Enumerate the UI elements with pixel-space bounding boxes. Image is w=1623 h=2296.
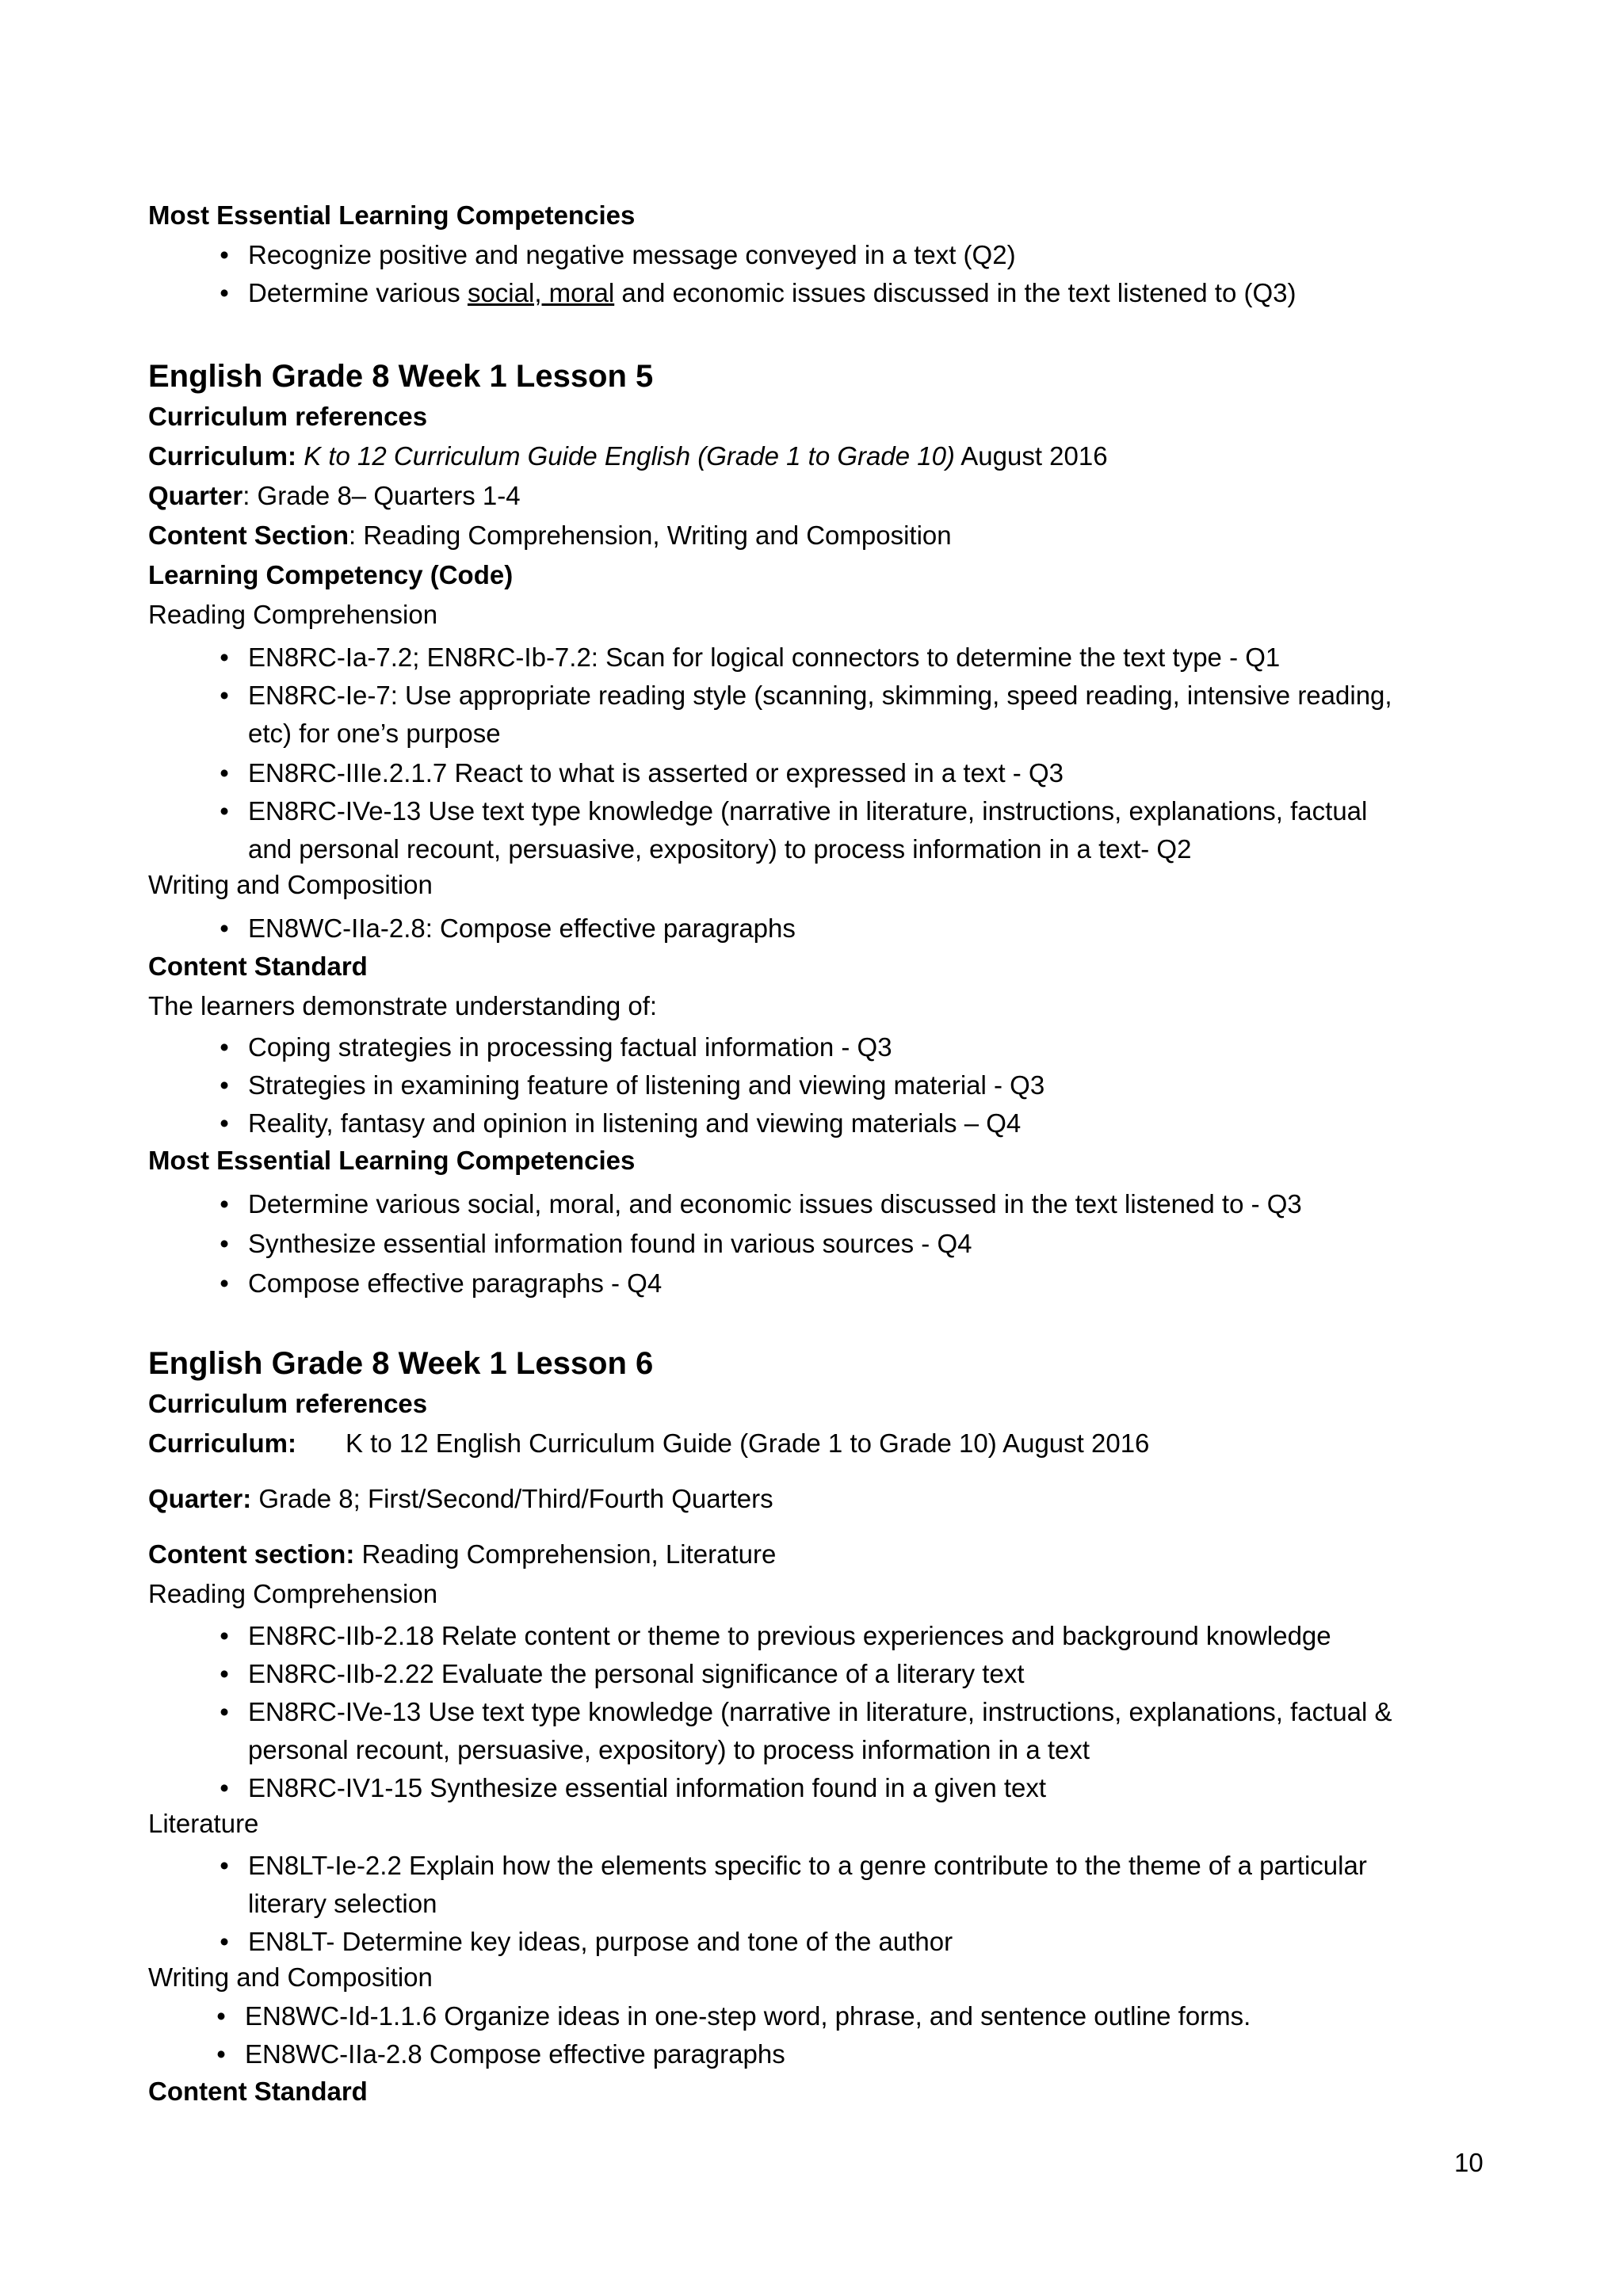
reading-comprehension-title: Reading Comprehension [148,1579,438,1608]
bullet-icon: • [220,681,229,710]
literature-title: Literature [148,1809,259,1838]
bullet-icon: • [220,913,229,943]
quarter-line: Quarter: Grade 8– Quarters 1-4 [148,481,521,510]
bullet-icon: • [220,240,229,269]
content-section-line: Content Section: Reading Comprehension, Writing and Composition [148,521,952,550]
bullet-icon: • [220,643,229,672]
bullet-icon: • [220,796,229,826]
bullet-icon: • [220,1032,229,1062]
bullet-icon: • [220,758,229,788]
bullet-icon: • [220,1697,229,1726]
curriculum-references-label: Curriculum references [148,1389,428,1418]
bullet-icon: • [220,1851,229,1880]
lesson6-heading: English Grade 8 Week 1 Lesson 6 [148,1346,654,1381]
learning-competency-title: Learning Competency (Code) [148,560,514,589]
curriculum-references-label: Curriculum references [148,402,428,431]
bullet-icon: • [220,1268,229,1298]
melc-title: Most Essential Learning Competencies [148,200,636,230]
document-page: Most Essential Learning Competencies • Recognize positive and negative message conveyed in a text (Q2) • Determine various social, moral and economic issues discussed in the text listened to (Q3) English Grade 8 Week 1 Lesson 5 Curriculum references Curriculum: K to 12 Curriculum Guide English (Grade 1 to Grade 10) August 2016 Quarter: Grade 8– Quarters 1-4 Content Section: Reading Comprehension, Writing and Composition Learning Competency (Code) Reading Comprehension • EN8RC-Ia-7.2; EN8RC-Ib-7.2: Scan for logical connectors to determine the text type - Q1 • EN8RC-Ie-7: Use appropriate reading style (scanning, skimming, speed reading, intensive reading, etc) for one’s purpose • EN8RC-IIIe.2.1.7 React to what is asserted or expressed in a text - Q3 • EN8RC-IVe-13 Use text type knowledge (narrative in literature, instructions, explanations, factual and personal recount, persuasive, expository) to process information in a text- Q2 Writing and Composition • EN8WC-IIa-2.8: Compose effective paragraphs Content Standard The learners demonstrate understanding of: • Coping strategies in processing factual information - Q3 • Strategies in examining feature of listening and viewing material - Q3 • Reality, fantasy and opinion in listening and viewing materials – Q4 Most Essential Learning Competencies • Determine various social, moral, and economic issues discussed in the text listened to - Q3 • Synthesize essential information found in various sources - Q4 • Compose effective paragraphs - Q4 English Grade 8 Week 1 Lesson 6 Curriculum references Curriculum: K to 12 English Curriculum Guide (Grade 1 to Grade 10) August 2016 Quarter: Grade 8; First/Second/Third/Fourth Quarters Content section: Reading Comprehension, Literature Reading Comprehension • EN8RC-IIb-2.18 Relate content or theme to previous experiences and background knowledge • EN8RC-IIb-2.22 Evaluate the personal significance of a literary text • EN8RC-IVe-13 Use text type knowledge (narrative in literature, instructions, explanations, factual & personal recount, persuasive, expository) to process information in a text • EN8RC-IV1-15 Synthesize essential information found in a given text Literature • EN8LT-Ie-2.2 Explain how the elements specific to a genre contribute to the theme of a particular literary selection • EN8LT- Determine key ideas, purpose and tone of the author Writing and Composition • EN8WC-Id-1.1.6 Organize ideas in one-step word, phrase, and sentence outline forms. • EN8WC-IIa-2.8 Compose effective paragraphs Content Standard 10 [148,200,1484,2177]
bullet-icon: • [220,1659,229,1688]
writing-composition-title: Writing and Composition [148,870,433,899]
bullet-icon: • [216,2039,226,2069]
content-standard-title: Content Standard [148,2077,368,2106]
melc-title: Most Essential Learning Competencies [148,1146,636,1175]
bullet-icon: • [220,1108,229,1138]
quarter-line: Quarter: Grade 8; First/Second/Third/Fourth Quarters [148,1484,773,1513]
content-standard-intro: The learners demonstrate understanding of: [148,991,658,1020]
bullet-icon: • [216,2001,226,2031]
curriculum-line: Curriculum: K to 12 English Curriculum Guide (Grade 1 to Grade 10) August 2016 [148,1428,1150,1458]
bullet-icon: • [220,1070,229,1100]
bullet-icon: • [220,1773,229,1802]
reading-comprehension-title: Reading Comprehension [148,600,438,629]
bullet-icon: • [220,1927,229,1956]
writing-composition-title: Writing and Composition [148,1962,433,1992]
bullet-icon: • [220,1229,229,1258]
content-standard-title: Content Standard [148,952,368,981]
content-section-line: Content section: Reading Comprehension, Literature [148,1539,777,1569]
bullet-icon: • [220,1621,229,1650]
lesson5-heading: English Grade 8 Week 1 Lesson 5 [148,359,654,394]
bullet-icon: • [220,1189,229,1219]
page-number: 10 [1454,2148,1484,2177]
curriculum-line: Curriculum: K to 12 Curriculum Guide English (Grade 1 to Grade 10) August 2016 [148,441,1108,471]
bullet-icon: • [220,278,229,307]
